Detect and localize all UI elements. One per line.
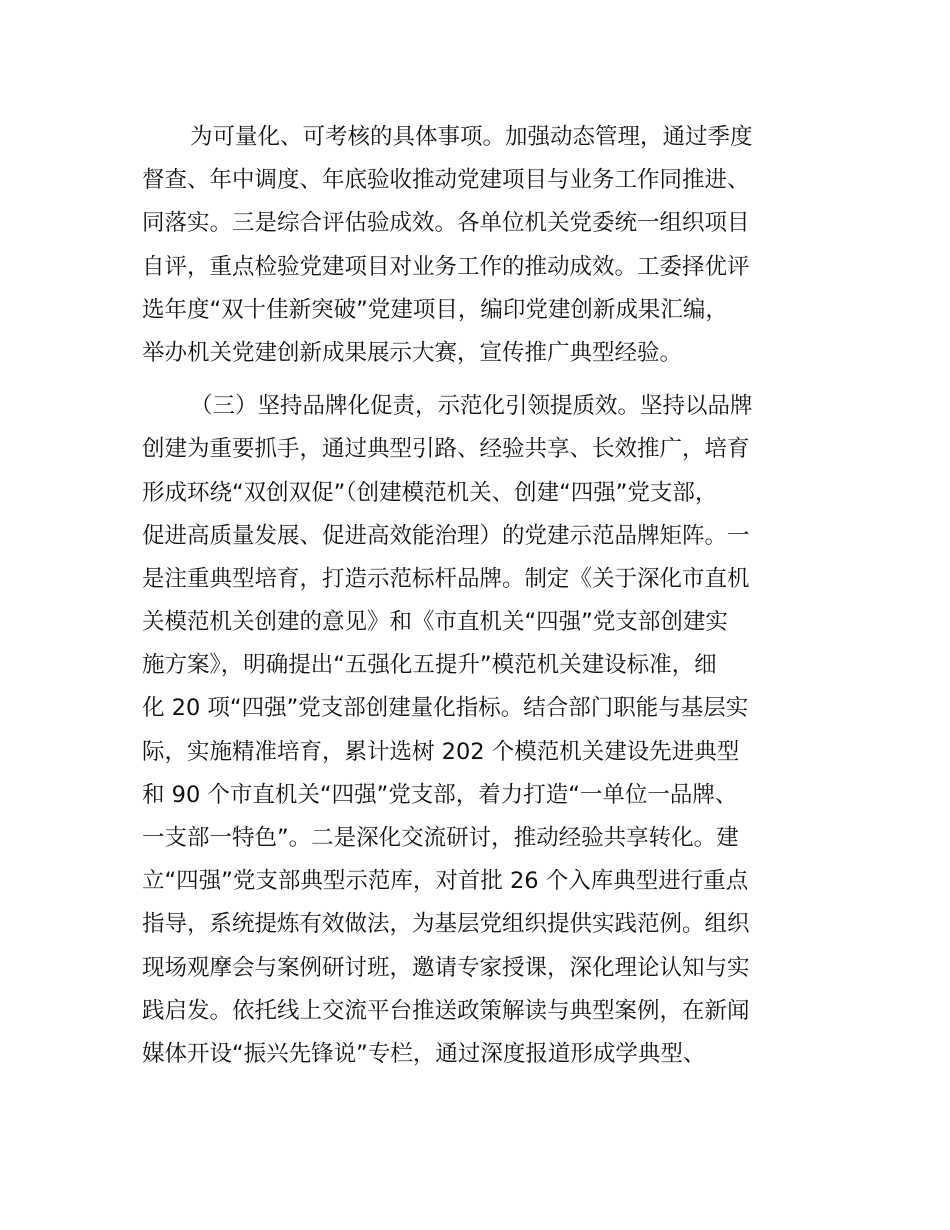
paragraph-line: 和 90 个市直机关“四强”党支部，着力打造“一单位一品牌、: [142, 781, 738, 808]
paragraph-line: 为可量化、可考核的具体事项。加强动态管理，通过季度: [190, 124, 753, 150]
paragraph-line: 选年度“双十佳新突破”党建项目，编印党建创新成果汇编，: [142, 296, 728, 323]
paragraph-line: 一支部一特色”。二是深化交流研讨，推动经验共享转化。建: [142, 825, 739, 851]
body-text: [142, 116, 814, 1076]
paragraph-line: 关模范机关创建的意见》和《市直机关“四强”党支部创建实: [142, 609, 728, 636]
paragraph-line: 践启发。依托线上交流平台推送政策解读与典型案例，在新闻: [142, 997, 750, 1024]
paragraph-line: 际，实施精准培育，累计选树 202 个模范机关建设先进典型: [142, 738, 740, 765]
paragraph-line: 自评，重点检验党建项目对业务工作的推动成效。工委择优评: [142, 253, 750, 280]
paragraph-line: 督查、年中调度、年底验收推动党建项目与业务工作同推进、: [142, 167, 750, 194]
paragraph-line: 指导，系统提炼有效做法，为基层党组织提供实践范例。组织: [142, 911, 750, 938]
paragraph-spacer: [142, 375, 814, 385]
paragraph-line: 形成环绕“双创双促”（创建模范机关、创建“四强”党支部，: [142, 479, 718, 506]
paragraph-line: 现场观摩会与案例研讨班，邀请专家授课，深化理论认知与实: [142, 954, 750, 981]
paragraph-line: 是注重典型培育，打造示范标杆品牌。制定《关于深化市直机: [142, 565, 750, 592]
paragraph-line: 举办机关党建创新成果展示大赛，宣传推广典型经验。: [142, 339, 683, 366]
paragraph-line: 同落实。三是综合评估验成效。各单位机关党委统一组织项目: [142, 210, 750, 237]
paragraph-line: 促进高质量发展、促进高效能治理）的党建示范品牌矩阵。一: [142, 522, 750, 549]
paragraph-line: 立“四强”党支部典型示范库，对首批 26 个入库典型进行重点: [142, 868, 749, 895]
paragraph-line: 创建为重要抓手，通过典型引路、经验共享、长效推广，培育: [142, 436, 750, 463]
paragraph-line: 化 20 项“四强”党支部创建量化指标。结合部门职能与基层实: [142, 695, 749, 722]
paragraph-2: [142, 385, 814, 1076]
paragraph-line: 施方案》，明确提出“五强化五提升”模范机关建设标准，细: [142, 652, 717, 679]
paragraph-line: 媒体开设“振兴先锋说”专栏，通过深度报道形成学典型、: [142, 1040, 706, 1067]
paragraph-1: [142, 116, 814, 375]
paragraph-line: （三）坚持品牌化促责，示范化引领提质效。坚持以品牌: [190, 393, 753, 420]
